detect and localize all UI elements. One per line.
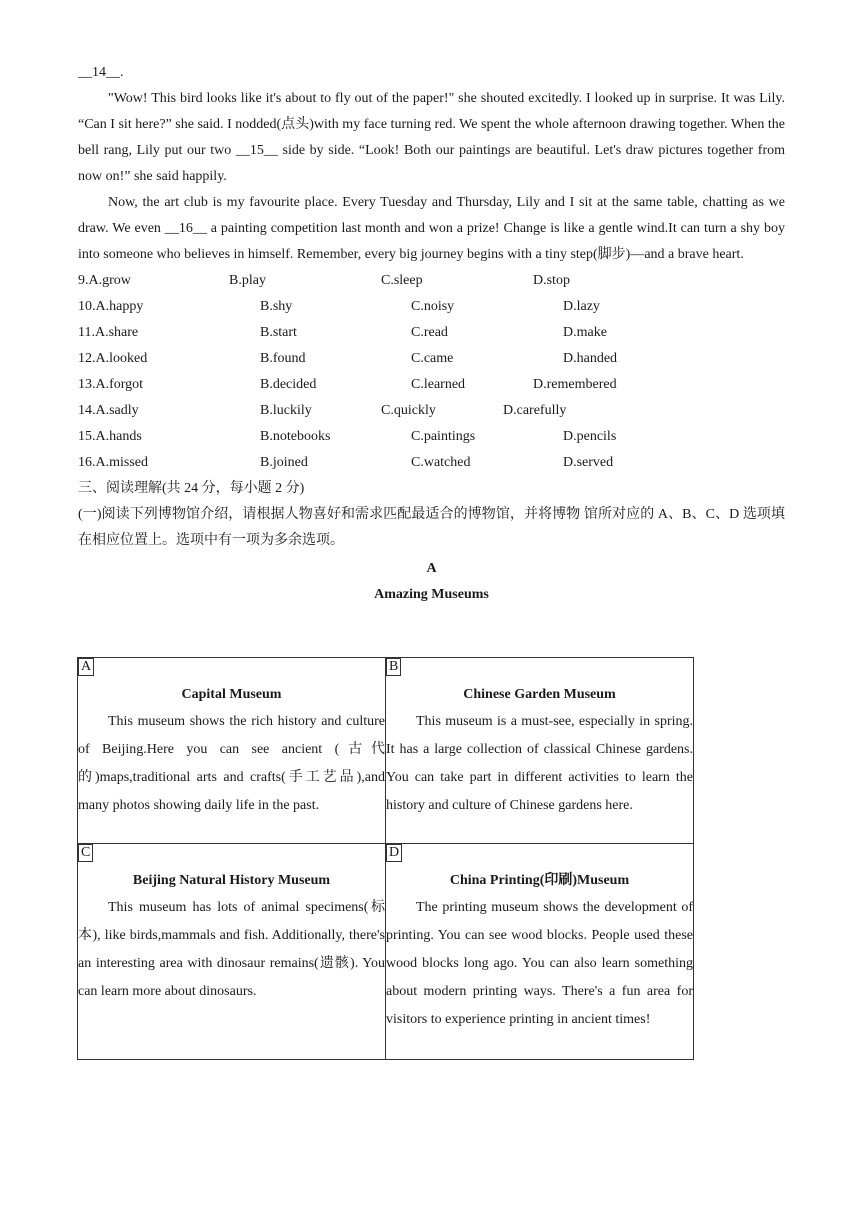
museum-title: Capital Museum — [181, 687, 282, 702]
museum-description: This museum has lots of animal specimens(标本), like birds,mammals and fish. Additionally, there's an interesting area with dinosaur remains(遗骸). You can learn more about dinosaurs. — [78, 900, 385, 999]
museum-cell-d — [386, 844, 694, 1060]
option-label: D — [386, 844, 402, 862]
option-b: B.shy — [260, 299, 293, 314]
passage-paragraph-2: Now, the art club is my favourite place. Every Tuesday and Thursday, Lily and I sit at the same table, chatting as we draw. We even __16__ a painting competition last month and won a prize! Change is like a gentle wind.It can turn a shy boy into someone who believes in himself. Remember, every big journey begins with a tiny step(脚步)—and a brave heart. — [78, 195, 785, 262]
options-list — [78, 268, 785, 476]
option-row — [78, 372, 785, 398]
option-a: 15.A.hands — [78, 429, 142, 444]
option-row — [78, 268, 785, 294]
option-row — [78, 294, 785, 320]
museum-description: This museum shows the rich history and culture of Beijing.Here you can see ancient (古代的)maps,traditional arts and crafts(手工艺品),and many photos showing daily life in the past. — [78, 714, 385, 813]
option-d: D.make — [563, 325, 607, 340]
option-b: B.start — [260, 325, 297, 340]
option-row — [78, 346, 785, 372]
option-label: C — [78, 844, 93, 862]
option-b: B.found — [260, 351, 306, 366]
option-b: B.luckily — [260, 403, 312, 418]
option-c: C.sleep — [381, 273, 423, 288]
table-row — [78, 658, 694, 844]
museum-cell-a — [78, 658, 386, 844]
museum-description: The printing museum shows the development of printing. You can see wood blocks. People used these wood blocks long ago. You can also learn something about modern printing ways. There's a fun area for visitors to experience printing in ancient times! — [386, 900, 693, 1027]
option-d: D.lazy — [563, 299, 600, 314]
option-c: C.watched — [411, 455, 471, 470]
museum-title: China Printing(印刷)Museum — [449, 873, 630, 888]
option-row — [78, 398, 785, 424]
option-d: D.served — [563, 455, 614, 470]
option-a: 10.A.happy — [78, 299, 144, 314]
museum-cell-b — [386, 658, 694, 844]
option-b: B.notebooks — [260, 429, 331, 444]
document-page — [78, 60, 785, 608]
option-c: C.paintings — [411, 429, 476, 444]
museum-title: Beijing Natural History Museum — [132, 873, 331, 888]
option-b: B.joined — [260, 455, 308, 470]
option-d: D.stop — [533, 273, 570, 288]
option-d: D.pencils — [563, 429, 617, 444]
museum-title: Chinese Garden Museum — [463, 687, 616, 702]
part-title: Amazing Museums — [374, 587, 489, 602]
option-a: 12.A.looked — [78, 351, 148, 366]
option-b: B.decided — [260, 377, 317, 392]
option-label: A — [78, 658, 94, 676]
blank-14-line: __14__. — [78, 65, 124, 80]
option-label: B — [386, 658, 401, 676]
table-row — [78, 844, 694, 1060]
option-a: 16.A.missed — [78, 455, 148, 470]
option-d: D.handed — [563, 351, 618, 366]
museum-description: This museum is a must-see, especially in spring. It has a large collection of classical Chinese gardens. You can take part in different activities to learn the history and culture of Chinese gardens here. — [386, 714, 693, 813]
section-heading: 三、阅读理解(共 24 分，每小题 2 分) — [78, 481, 305, 496]
option-a: 9.A.grow — [78, 273, 131, 288]
option-c: C.came — [411, 351, 454, 366]
part-letter: A — [426, 561, 437, 576]
option-a: 13.A.forgot — [78, 377, 144, 392]
option-c: C.quickly — [381, 403, 436, 418]
option-c: C.noisy — [411, 299, 455, 314]
museum-cell-c — [78, 844, 386, 1060]
option-c: C.read — [411, 325, 448, 340]
option-c: C.learned — [411, 377, 466, 392]
museums-table — [77, 657, 694, 1060]
option-d: D.carefully — [503, 403, 567, 418]
option-a: 11.A.share — [78, 325, 139, 340]
option-d: D.remembered — [533, 377, 617, 392]
option-row — [78, 450, 785, 476]
option-b: B.play — [229, 273, 266, 288]
passage-paragraph-1: "Wow! This bird looks like it's about to fly out of the paper!" she shouted excitedly. I looked up in surprise. It was Lily. “Can I sit here?” she said. I nodded(点头)with my face turning red. We spent the whole afternoon drawing together. When the bell rang, Lily put our two __15__ side by side. “Look! Both our paintings are beautiful. Let's draw pictures together from now on!” she said happily. — [78, 91, 785, 184]
option-a: 14.A.sadly — [78, 403, 139, 418]
section-instruction: (一)阅读下列博物馆介绍，请根据人物喜好和需求匹配最适合的博物馆，并将博物 馆所对应的 A、B、C、D 选项填在相应位置上。选项中有一项为多余选项。 — [78, 507, 785, 548]
option-row — [78, 320, 785, 346]
option-row — [78, 424, 785, 450]
